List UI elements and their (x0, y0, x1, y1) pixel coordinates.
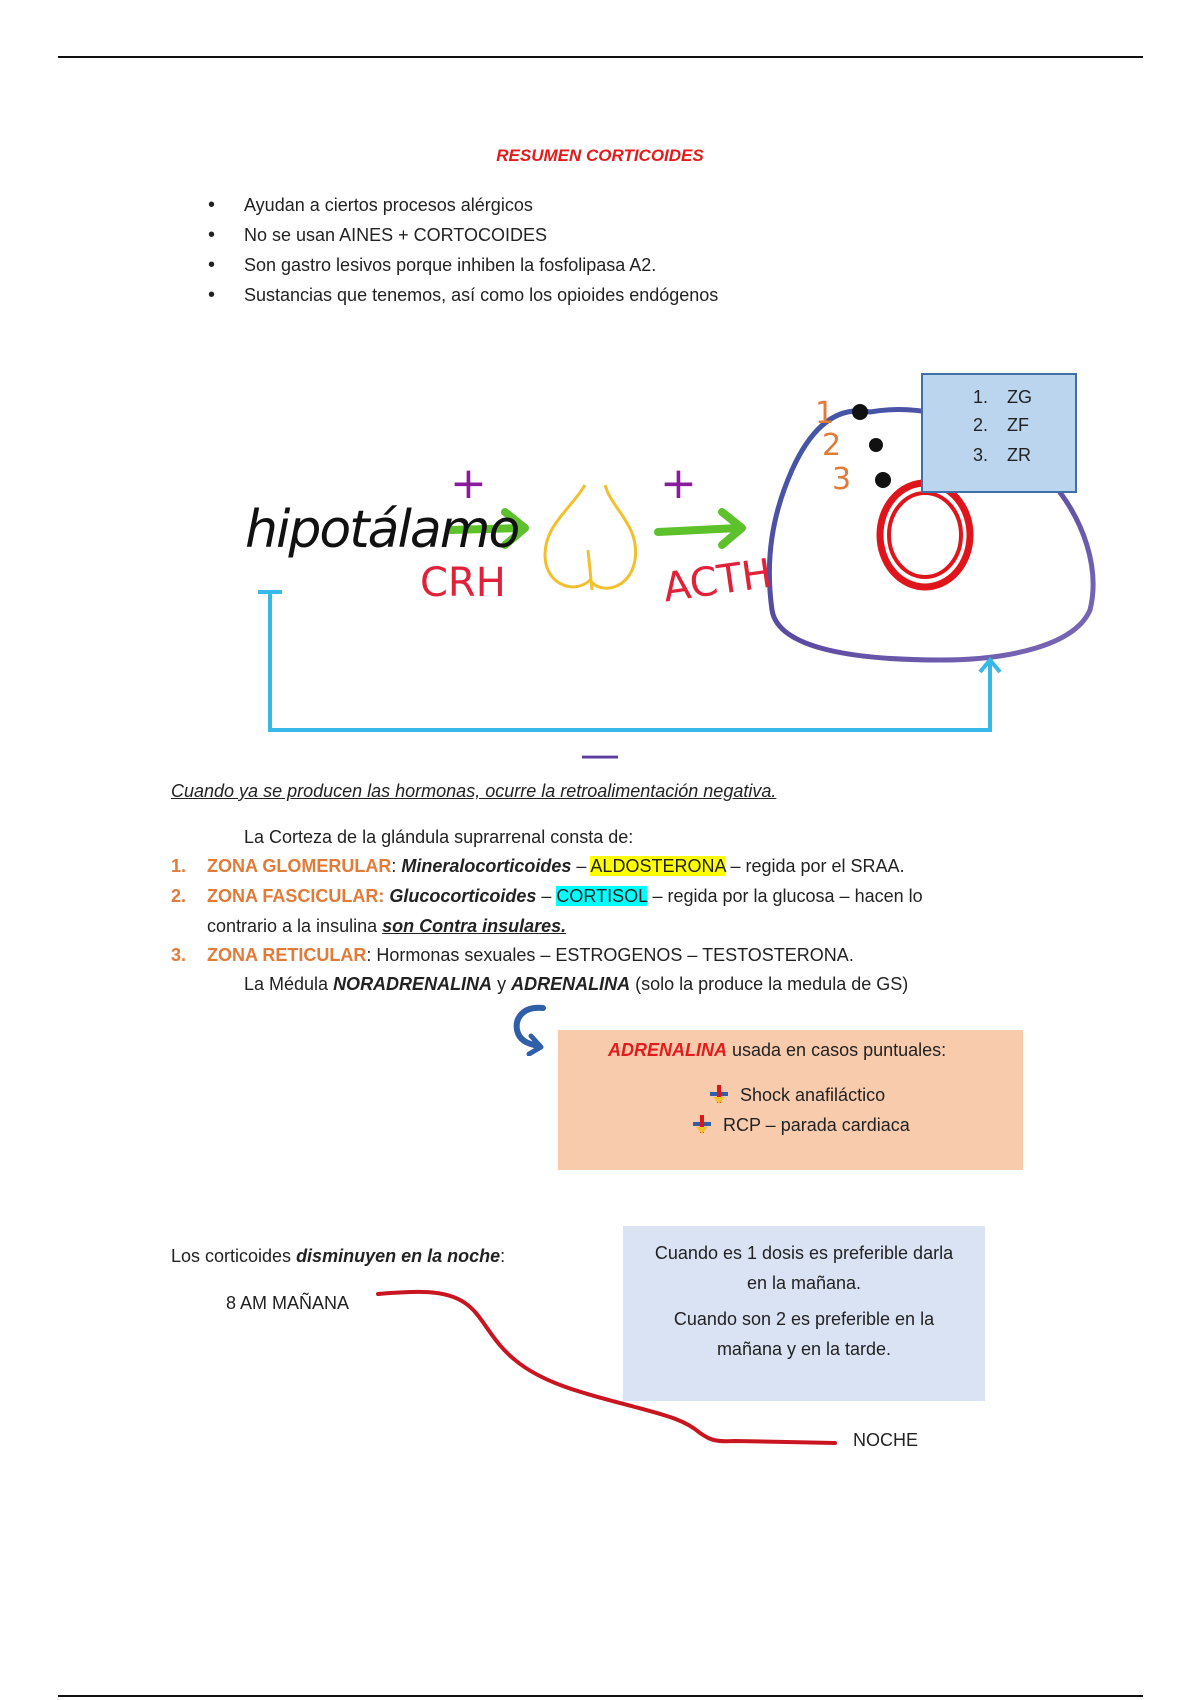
plus-sign: + (660, 458, 697, 509)
medulla-line: La Médula NORADRENALINA y ADRENALINA (solo la produce la medula de GS) (244, 974, 909, 994)
zone-legend-item: 3. ZR (973, 445, 1031, 465)
bullet-item: • Ayudan a ciertos procesos alérgicos (200, 190, 718, 220)
adrenaline-box-title: ADRENALINA usada en casos puntuales: (608, 1040, 947, 1060)
hypothalamus-label: hipotálamo (245, 500, 519, 560)
zones-legend-box (921, 373, 1077, 493)
adrenaline-use-item: RCP – parada cardiaca (691, 1113, 910, 1136)
zone-glomerular-line: 1. ZONA GLOMERULAR: Mineralocorticoides – ALDOSTERONA – regida por el SRAA. (171, 856, 905, 876)
dosage-note-box (623, 1226, 985, 1401)
adrenaline-uses-box (558, 1030, 1023, 1170)
zone-legend-item: 1. ZG (973, 387, 1032, 407)
plus-sign: + (450, 458, 487, 509)
medulla-circle (880, 483, 970, 587)
morning-label: 8 AM MAÑANA (226, 1293, 350, 1313)
minus-sign: — (580, 732, 620, 778)
acth-arrow (658, 528, 738, 532)
bullet-item: • Sustancias que tenemos, así como los opioides endógenos (200, 280, 718, 310)
night-label: NOCHE (853, 1430, 919, 1450)
curved-arrow-icon (505, 1002, 555, 1056)
zone-legend-item: 2. ZF (973, 415, 1029, 435)
top-rule (58, 56, 1143, 58)
arrow-bullet-icon (691, 1113, 713, 1135)
cortex-intro: La Corteza de la glándula suprarrenal consta de: (244, 827, 634, 847)
zone-fascicular-continuation: contrario a la insulina son Contra insulares. (207, 916, 567, 936)
bottom-rule (58, 1695, 1143, 1697)
arrow-bullet-icon (708, 1083, 730, 1105)
dosage-note-paragraph: Cuando son 2 es preferible en la mañana y en la tarde. (673, 1309, 935, 1359)
acth-label: ACTH (660, 550, 775, 612)
zone-reticular-line: 3. ZONA RETICULAR: Hormonas sexuales – ESTROGENOS – TESTOSTERONA. (171, 945, 854, 965)
negative-feedback-note: Cuando ya se producen las hormonas, ocurre la retroalimentación negativa. (171, 781, 777, 801)
page-title: RESUMEN CORTICOIDES (496, 146, 704, 165)
summary-bullets (200, 190, 718, 310)
cortisol-highlight: CORTISOL (556, 886, 648, 906)
gland-zone-number: 1 (815, 396, 835, 431)
gland-zone-number: 3 (832, 462, 852, 497)
crh-label: CRH (420, 560, 506, 606)
gland-zone-number: 2 (822, 428, 842, 463)
aldosterone-highlight: ALDOSTERONA (590, 856, 726, 876)
bullet-item: • Son gastro lesivos porque inhiben la fosfolipasa A2. (200, 250, 718, 280)
circadian-intro: Los corticoides disminuyen en la noche: (171, 1246, 506, 1266)
zone-fascicular-line: 2. ZONA FASCICULAR: Glucocorticoides – CORTISOL – regida por la glucosa – hacen lo (171, 886, 923, 906)
adrenaline-use-item: Shock anafiláctico (708, 1083, 885, 1106)
dosage-note-paragraph: Cuando es 1 dosis es preferible darla en la mañana. (654, 1243, 954, 1293)
bullet-item: • No se usan AINES + CORTOCOIDES (200, 220, 718, 250)
feedback-loop-arrow (270, 592, 990, 730)
